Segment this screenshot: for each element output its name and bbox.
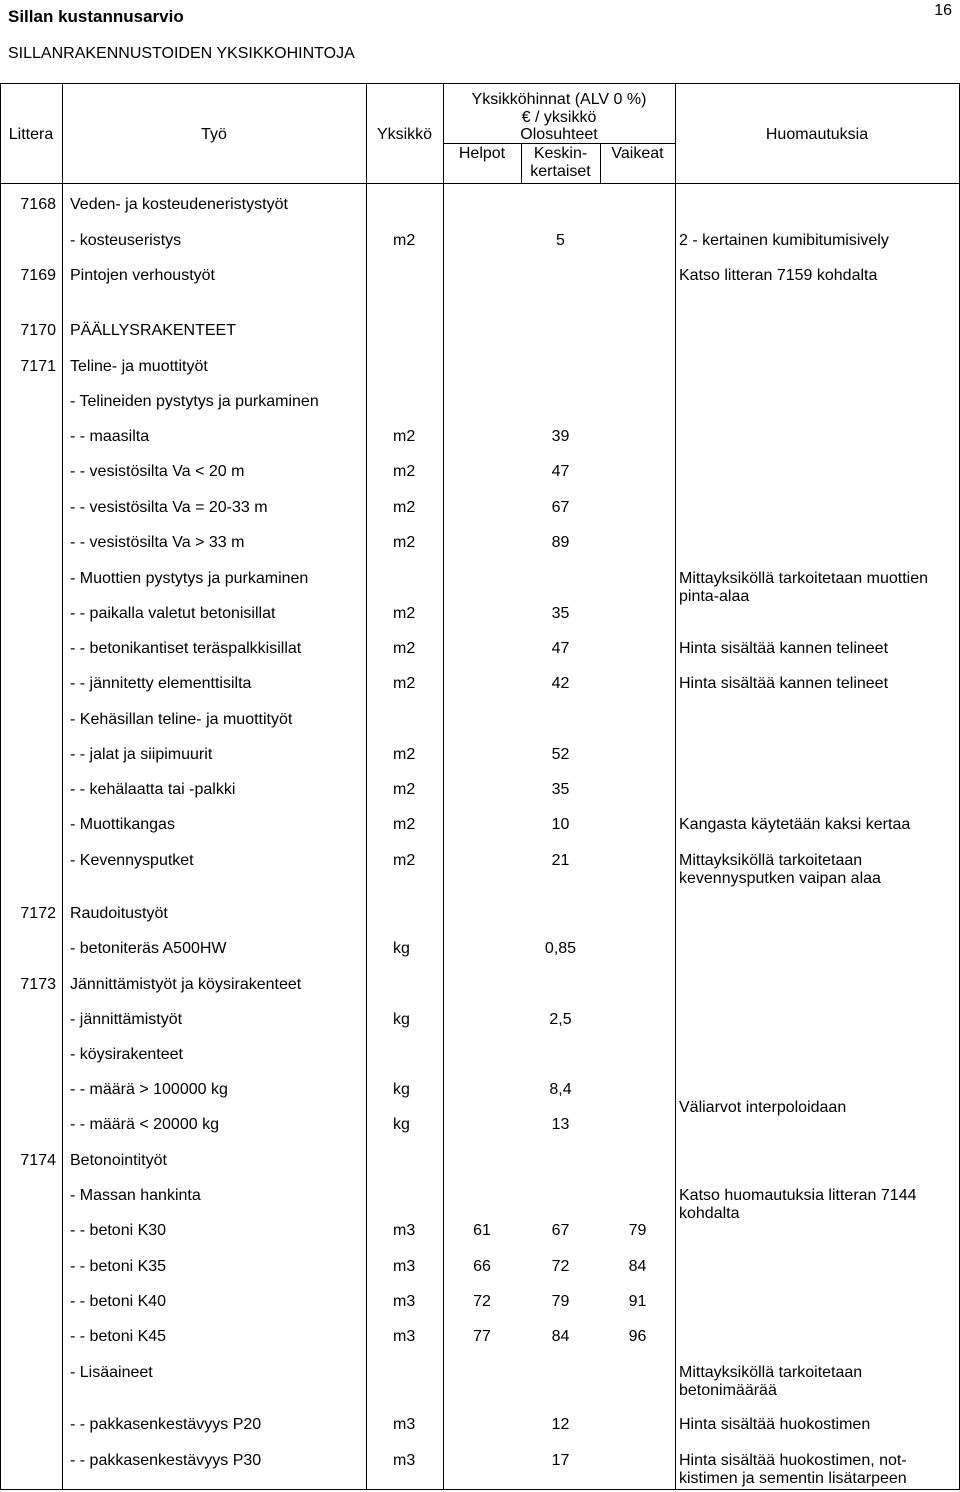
row-helpot-price: 66 [473, 1258, 491, 1275]
row-work: Raudoitustyöt [70, 905, 168, 922]
row-keskin-price: 47 [551, 640, 570, 657]
row-unit: kg [393, 940, 410, 957]
row-unit: kg [393, 1011, 410, 1028]
row-vaikeat-price: 84 [628, 1258, 647, 1275]
row-keskin-price: 13 [551, 1116, 570, 1133]
row-work: - - maasilta [70, 428, 150, 445]
header-helpot: Helpot [458, 145, 506, 162]
row-keskin-price: 8,4 [549, 1081, 572, 1098]
table-left-border [0, 83, 1, 1490]
row-vaikeat-price: 96 [628, 1328, 647, 1345]
row-work: - - vesistösilta Va > 33 m [70, 534, 245, 551]
row-helpot-price: 72 [473, 1293, 491, 1310]
row-keskin-price: 0,85 [544, 940, 577, 957]
row-work: - - paikalla valetut betonisillat [70, 605, 276, 622]
row-work: Veden- ja kosteudeneristystyöt [70, 196, 288, 213]
header-yksikko: Yksikkö [376, 126, 433, 143]
row-work: - Kehäsillan teline- ja muottityöt [70, 711, 293, 728]
row-work: Jännittämistyöt ja köysirakenteet [70, 976, 302, 993]
column-divider-yksikko [443, 83, 444, 1490]
row-work: - jännittämistyöt [70, 1011, 183, 1028]
row-littera: 7173 [20, 976, 56, 993]
row-littera: 7171 [20, 358, 56, 375]
row-unit: m3 [393, 1293, 416, 1310]
shared-note: Väliarvot interpoloidaan [679, 1099, 847, 1116]
row-work: - - vesistösilta Va = 20-33 m [70, 499, 268, 516]
row-keskin-price: 67 [551, 499, 570, 516]
header-conditions: Olosuhteet [520, 126, 598, 143]
row-helpot-price: 61 [473, 1222, 491, 1239]
row-unit: m2 [393, 640, 416, 657]
row-keskin-price: 12 [551, 1416, 570, 1433]
column-divider-prices [675, 83, 676, 1490]
row-keskin-price: 21 [551, 852, 570, 869]
row-unit: m2 [393, 605, 416, 622]
row-unit: m2 [393, 463, 416, 480]
header-keskin-line1: Keskin- [533, 145, 588, 162]
row-keskin-price: 52 [551, 746, 570, 763]
row-littera: 7168 [20, 196, 56, 213]
row-keskin-price: 79 [551, 1293, 570, 1310]
row-keskin-price: 10 [551, 816, 570, 833]
row-vaikeat-price: 91 [628, 1293, 647, 1310]
row-unit: m3 [393, 1452, 416, 1469]
table-bottom-border [0, 1489, 960, 1490]
row-note: Hinta sisältää kannen telineet [679, 675, 889, 692]
page-number: 16 [934, 2, 952, 19]
document-title: Sillan kustannusarvio [8, 7, 184, 26]
row-work: - Telineiden pystytys ja purkaminen [70, 393, 319, 410]
row-littera: 7174 [20, 1152, 56, 1169]
row-unit: m2 [393, 852, 416, 869]
row-note: Mittayksiköllä tarkoitetaan betonimäärää [679, 1364, 863, 1399]
row-work: - betoniteräs A500HW [70, 940, 227, 957]
row-work: - - betoni K35 [70, 1258, 167, 1275]
header-vaikeat: Vaikeat [611, 145, 664, 162]
row-keskin-price: 35 [551, 781, 570, 798]
row-work: Betonointityöt [70, 1152, 167, 1169]
row-work: - - jännitetty elementtisilta [70, 675, 252, 692]
row-unit: m2 [393, 675, 416, 692]
row-work: - - vesistösilta Va < 20 m [70, 463, 245, 480]
row-unit: m2 [393, 816, 416, 833]
row-work: - köysirakenteet [70, 1046, 183, 1063]
row-note: Hinta sisältää huokostimen [679, 1416, 871, 1433]
row-unit: m3 [393, 1258, 416, 1275]
row-work: - Muottien pystytys ja purkaminen [70, 570, 309, 587]
header-keskin-line2: kertaiset [530, 163, 591, 180]
row-unit: m2 [393, 534, 416, 551]
row-keskin-price: 5 [556, 232, 565, 249]
row-littera: 7169 [20, 267, 56, 284]
row-work: - Massan hankinta [70, 1187, 201, 1204]
row-work: - - betoni K45 [70, 1328, 167, 1345]
row-unit: m3 [393, 1222, 416, 1239]
row-work: - - betonikantiset teräspalkkisillat [70, 640, 302, 657]
row-note: Mittayksiköllä tarkoitetaan muottien pinta-alaa [679, 570, 928, 605]
row-unit: kg [393, 1116, 410, 1133]
row-note: Mittayksiköllä tarkoitetaan kevennysputken vaipan alaa [679, 852, 881, 887]
row-note: Katso huomautuksia litteran 7144 kohdalta [679, 1187, 917, 1222]
row-keskin-price: 2,5 [549, 1011, 572, 1028]
table-top-border [0, 83, 960, 84]
row-work: - - betoni K40 [70, 1293, 167, 1310]
row-vaikeat-price: 79 [628, 1222, 647, 1239]
row-note: Kangasta käytetään kaksi kertaa [679, 816, 911, 833]
row-work: - kosteuseristys [70, 232, 182, 249]
header-tyo: Työ [201, 126, 227, 143]
row-keskin-price: 72 [551, 1258, 570, 1275]
row-work: - - määrä < 20000 kg [70, 1116, 219, 1133]
row-keskin-price: 67 [551, 1222, 570, 1239]
row-work: - - pakkasenkestävyys P20 [70, 1416, 262, 1433]
row-work: - - määrä > 100000 kg [70, 1081, 228, 1098]
row-note: Katso litteran 7159 kohdalta [679, 267, 878, 284]
row-work: PÄÄLLYSRAKENTEET [70, 322, 236, 339]
row-work: Pintojen verhoustyöt [70, 267, 215, 284]
row-unit: m2 [393, 428, 416, 445]
row-keskin-price: 39 [551, 428, 570, 445]
row-unit: m3 [393, 1416, 416, 1433]
row-work: - - kehälaatta tai -palkki [70, 781, 236, 798]
header-littera: Littera [8, 126, 54, 143]
row-unit: m2 [393, 746, 416, 763]
row-keskin-price: 17 [551, 1452, 570, 1469]
header-prices-line1: Yksikköhinnat (ALV 0 %) [471, 91, 647, 108]
row-littera: 7172 [20, 905, 56, 922]
row-helpot-price: 77 [473, 1328, 491, 1345]
column-divider-tyo [366, 83, 367, 1490]
row-keskin-price: 47 [551, 463, 570, 480]
row-keskin-price: 35 [551, 605, 570, 622]
row-keskin-price: 42 [551, 675, 570, 692]
row-work: - Kevennysputket [70, 852, 194, 869]
row-unit: m2 [393, 781, 416, 798]
header-prices-line2: € / yksikkö [521, 109, 597, 126]
row-work: - - pakkasenkestävyys P30 [70, 1452, 262, 1469]
row-note: 2 - kertainen kumibitumisively [679, 232, 889, 249]
row-unit: kg [393, 1081, 410, 1098]
row-work: - Muottikangas [70, 816, 175, 833]
document-subtitle: SILLANRAKENNUSTOIDEN YKSIKKOHINTOJA [8, 45, 355, 62]
row-work: - Lisäaineet [70, 1364, 153, 1381]
row-work: Teline- ja muottityöt [70, 358, 208, 375]
row-keskin-price: 84 [551, 1328, 570, 1345]
row-littera: 7170 [20, 322, 56, 339]
row-keskin-price: 89 [551, 534, 570, 551]
row-work: - - betoni K30 [70, 1222, 167, 1239]
row-unit: m2 [393, 499, 416, 516]
table-header-bottom-border [0, 183, 960, 184]
row-note: Hinta sisältää kannen telineet [679, 640, 889, 657]
row-unit: m2 [393, 232, 416, 249]
row-note: Hinta sisältää huokostimen, not-kistimen ja sementin lisätarpeen [679, 1452, 907, 1487]
column-divider-littera [62, 83, 63, 1490]
header-huomautuksia: Huomautuksia [765, 126, 869, 143]
row-work: - - jalat ja siipimuurit [70, 746, 213, 763]
row-unit: m3 [393, 1328, 416, 1345]
